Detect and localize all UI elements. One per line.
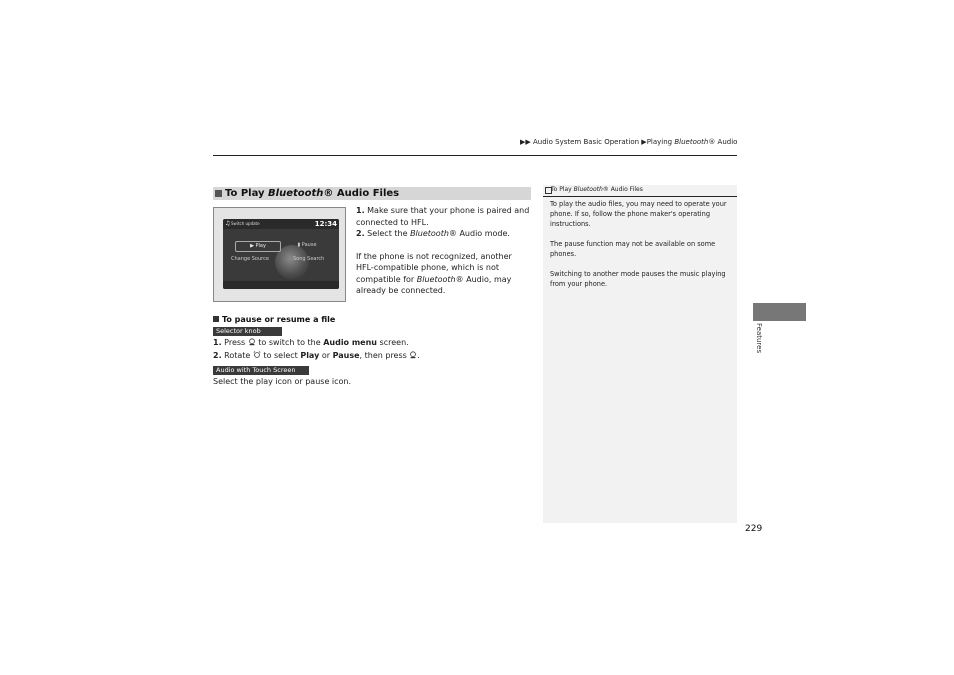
header-rule: [213, 155, 737, 156]
sidebar-heading: [543, 185, 737, 197]
selector-knob-tag: Selector knob: [213, 327, 282, 336]
touch-screen-tag: Audio with Touch Screen: [213, 366, 309, 375]
breadcrumb-item-suffix: ® Audio: [708, 138, 738, 146]
press-knob-icon: [248, 338, 256, 346]
sidebar-heading-text: To Play Bluetooth® Audio Files: [551, 186, 643, 193]
square-bullet-icon: [215, 190, 222, 197]
pause-option: ▮ Pause: [297, 242, 317, 248]
touch-instruction: Select the play icon or pause icon.: [213, 377, 352, 386]
song-search-option: Song Search: [293, 256, 325, 262]
recognition-note: If the phone is not recognized, another HFL-compatible phone, which is not compatible for Bluetooth® Audio, may already be connected.: [356, 251, 512, 295]
sidebar-body: [550, 199, 732, 299]
step-2: 2. Select the Bluetooth® Audio mode.: [356, 229, 510, 238]
rotate-knob-icon: [253, 351, 261, 359]
section-heading: [213, 187, 531, 200]
steps: [356, 205, 532, 297]
sidebar-paragraph: The pause function may not be available on some phones.: [550, 240, 716, 258]
change-source-option: Change Source: [231, 256, 269, 262]
section-title: To Play Bluetooth® Audio Files: [225, 188, 400, 199]
display-clock: 12:34: [314, 220, 337, 228]
breadcrumb-arrow-icon: ▶: [641, 138, 647, 146]
music-note-icon: ♫: [225, 220, 231, 227]
page-number: 229: [745, 524, 763, 534]
breadcrumb-item: Audio System Basic Operation: [533, 138, 640, 146]
step-1: 1. Make sure that your phone is paired and connected to HFL.: [356, 206, 530, 227]
breadcrumb-item: Playing: [646, 138, 675, 146]
sidebar-paragraph: Switching to another mode pauses the music playing from your phone.: [550, 270, 726, 288]
audio-screen-illustration: [213, 207, 346, 302]
pause-resume-heading: To pause or resume a file: [213, 315, 335, 324]
breadcrumb-arrow-icon: ▶▶: [520, 138, 531, 146]
play-option: ▶ Play: [235, 241, 281, 252]
sidebar-notes: [543, 185, 737, 523]
chapter-tab: [753, 303, 806, 321]
knob-step-2: 2. Rotate to select Play or Pause, then press .: [213, 351, 420, 360]
display-status: Switch update: [231, 221, 260, 226]
sidebar-paragraph: To play the audio files, you may need to operate your phone. If so, follow the phone maker's operating instructions.: [550, 200, 727, 228]
knob-step-1: 1. Press to switch to the Audio menu screen.: [213, 338, 409, 347]
breadcrumb: [520, 138, 737, 146]
display-bottombar: [223, 281, 339, 289]
square-bullet-icon: [213, 316, 219, 322]
breadcrumb-item-italic: Bluetooth: [674, 138, 709, 146]
display: [223, 219, 339, 289]
chapter-tab-label: Features: [755, 323, 763, 354]
